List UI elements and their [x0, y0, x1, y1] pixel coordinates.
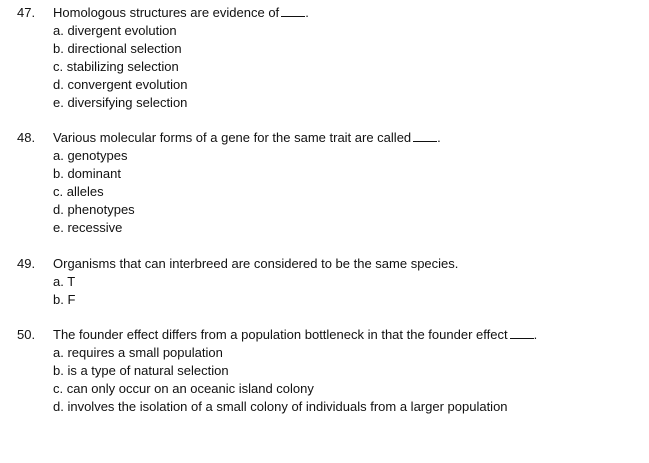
option-b: b. F — [53, 292, 76, 307]
option-d: d. involves the isolation of a small colony of individuals from a larger population — [53, 399, 508, 414]
question-49 — [0, 255, 640, 309]
question-stem — [0, 326, 640, 344]
option-d: d. convergent evolution — [53, 77, 188, 92]
question-number: 50. — [17, 327, 36, 342]
question-stem — [0, 129, 640, 147]
option-b: b. dominant — [53, 166, 121, 181]
question-text-wrap — [53, 4, 309, 22]
question-text-wrap — [53, 129, 441, 147]
option-a: a. T — [53, 274, 76, 289]
question-stem — [0, 255, 640, 273]
option-c: c. stabilizing selection — [53, 59, 179, 74]
answer-blank — [281, 5, 305, 17]
question-text: The founder effect differs from a population bottleneck in that the founder effect — [53, 327, 508, 342]
question-47 — [0, 4, 640, 112]
option-a: a. requires a small population — [53, 345, 223, 360]
question-text: Organisms that can interbreed are considered to be the same species. — [53, 256, 459, 271]
option-c: c. alleles — [53, 184, 104, 199]
question-trailing: . — [305, 5, 309, 20]
question-48 — [0, 129, 640, 237]
option-c: c. can only occur on an oceanic island colony — [53, 381, 314, 396]
answer-blank — [510, 327, 534, 339]
question-50 — [0, 326, 640, 416]
question-text: Various molecular forms of a gene for the same trait are called — [53, 130, 412, 145]
question-text: Homologous structures are evidence of — [53, 5, 280, 20]
question-number: 49. — [17, 256, 36, 271]
option-e: e. diversifying selection — [53, 95, 188, 110]
option-d: d. phenotypes — [53, 202, 135, 217]
question-number: 47. — [17, 5, 36, 20]
option-b: b. is a type of natural selection — [53, 363, 229, 378]
option-a: a. genotypes — [53, 148, 128, 163]
question-number: 48. — [17, 130, 36, 145]
question-trailing: . — [533, 327, 538, 342]
question-text-wrap — [53, 326, 537, 344]
option-a: a. divergent evolution — [53, 23, 177, 38]
question-stem — [0, 4, 640, 22]
question-trailing: . — [437, 130, 441, 145]
answer-blank — [413, 130, 437, 142]
option-b: b. directional selection — [53, 41, 182, 56]
option-e: e. recessive — [53, 220, 123, 235]
